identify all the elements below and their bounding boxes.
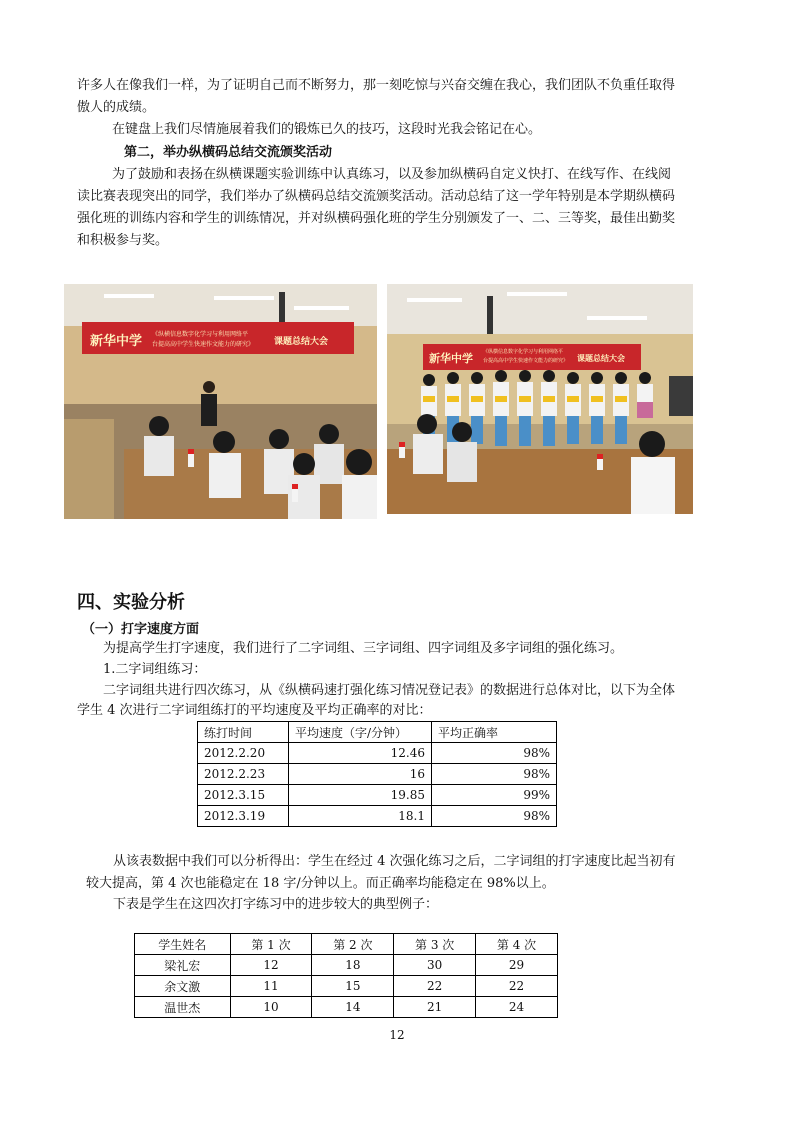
table-cell: 2012.2.20 bbox=[198, 743, 289, 764]
svg-text:新华中学: 新华中学 bbox=[90, 333, 143, 348]
table-cell: 29 bbox=[476, 955, 558, 976]
table-header-cell: 第 2 次 bbox=[312, 934, 394, 955]
svg-text:《纵横信息数字化学习与利用网络平: 《纵横信息数字化学习与利用网络平 bbox=[152, 332, 249, 338]
table-row bbox=[135, 976, 558, 997]
activity-heading: 第二，举办纵横码总结交流颁奖活动 bbox=[124, 145, 333, 160]
table-cell: 16 bbox=[289, 764, 432, 785]
page-number: 12 bbox=[389, 1028, 405, 1042]
table-cell: 2012.3.15 bbox=[198, 785, 289, 806]
section-para-2-line-2: 学生 4 次进行二字词组练打的平均速度及平均正确率的对比： bbox=[77, 703, 432, 718]
table-header-cell: 平均速度（字/分钟） bbox=[289, 722, 432, 743]
table-cell: 11 bbox=[230, 976, 312, 997]
section-title: 四、实验分析 bbox=[77, 592, 185, 613]
intro-line-3: 在键盘上我们尽情施展着我们的锻炼已久的技巧，这段时光我会铭记在心。 bbox=[112, 122, 542, 137]
table-cell: 2012.2.23 bbox=[198, 764, 289, 785]
section-para-2-line-1: 二字词组共进行四次练习，从《纵横码速打强化练习情况登记表》的数据进行总体对比，以下为全体 bbox=[103, 683, 676, 698]
activity-line-2: 读比赛表现突出的同学，我们举办了纵横码总结交流颁奖活动。活动总结了这一学年特别是本学期纵横码 bbox=[77, 189, 676, 204]
table-header-cell: 第 3 次 bbox=[394, 934, 476, 955]
svg-text:台提高高中学生快速作文能力的研究》: 台提高高中学生快速作文能力的研究》 bbox=[152, 342, 255, 348]
table-cell: 14 bbox=[312, 997, 394, 1018]
table-cell: 99% bbox=[432, 785, 557, 806]
table-cell: 余文激 bbox=[135, 976, 231, 997]
table-cell: 12.46 bbox=[289, 743, 432, 764]
table-header-row bbox=[135, 934, 558, 955]
table-row bbox=[135, 997, 558, 1018]
table-cell: 24 bbox=[476, 997, 558, 1018]
table-cell: 30 bbox=[394, 955, 476, 976]
svg-text:新华中学: 新华中学 bbox=[429, 353, 473, 365]
table-cell: 98% bbox=[432, 743, 557, 764]
activity-line-4: 和积极参与奖。 bbox=[77, 233, 169, 248]
svg-text:《纵横信息数字化学习与利用网络平: 《纵横信息数字化学习与利用网络平 bbox=[483, 349, 564, 355]
activity-line-3: 强化班的训练内容和学生的训练情况，并对纵横码强化班的学生分别颁发了一、二、三等奖，最佳出勤奖 bbox=[77, 211, 676, 226]
table-header-cell: 第 4 次 bbox=[476, 934, 558, 955]
svg-text:课题总结大会: 课题总结大会 bbox=[577, 354, 625, 363]
table-cell: 18 bbox=[312, 955, 394, 976]
analysis-line-2: 较大提高，第 4 次也能稳定在 18 字/分钟以上。而正确率均能稳定在 98%以上。 bbox=[86, 876, 555, 891]
photo-award-ceremony bbox=[387, 284, 693, 514]
section-para-1: 为提高学生打字速度，我们进行了二字词组、三字词组、四字词组及多字词组的强化练习。 bbox=[103, 641, 624, 656]
table-cell: 15 bbox=[312, 976, 394, 997]
table-row bbox=[198, 743, 557, 764]
table-cell: 22 bbox=[394, 976, 476, 997]
student-progress-table bbox=[134, 933, 558, 1018]
subsection-title: （一）打字速度方面 bbox=[82, 622, 200, 637]
table-cell: 22 bbox=[476, 976, 558, 997]
activity-line-1: 为了鼓励和表扬在纵横课题实验训练中认真练习，以及参加纵横码自定义快打、在线写作、在线阅 bbox=[112, 167, 672, 182]
table-cell: 21 bbox=[394, 997, 476, 1018]
table-cell: 19.85 bbox=[289, 785, 432, 806]
table-header-cell: 练打时间 bbox=[198, 722, 289, 743]
table-cell: 温世杰 bbox=[135, 997, 231, 1018]
table-cell: 2012.3.19 bbox=[198, 806, 289, 827]
table-header-cell: 平均正确率 bbox=[432, 722, 557, 743]
table-row bbox=[198, 806, 557, 827]
svg-text:课题总结大会: 课题总结大会 bbox=[274, 336, 329, 346]
table-header-cell: 第 1 次 bbox=[230, 934, 312, 955]
table-row bbox=[135, 955, 558, 976]
table-cell: 18.1 bbox=[289, 806, 432, 827]
table-cell: 98% bbox=[432, 764, 557, 785]
table-cell: 10 bbox=[230, 997, 312, 1018]
table-row bbox=[198, 764, 557, 785]
analysis-line-3: 下表是学生在这四次打字练习中的进步较大的典型例子： bbox=[113, 897, 439, 912]
average-speed-table bbox=[197, 721, 557, 827]
item-1-label: 1.二字词组练习： bbox=[103, 662, 207, 677]
intro-line-2: 傲人的成绩。 bbox=[77, 100, 156, 115]
table-header-cell: 学生姓名 bbox=[135, 934, 231, 955]
table-header-row bbox=[198, 722, 557, 743]
svg-text:台提高高中学生快速作文能力的研究》: 台提高高中学生快速作文能力的研究》 bbox=[483, 358, 569, 364]
intro-line-1: 许多人在像我们一样，为了证明自己而不断努力，那一刻吃惊与兴奋交缠在我心，我们团队不负重任取得 bbox=[77, 78, 676, 93]
table-cell: 12 bbox=[230, 955, 312, 976]
table-cell: 98% bbox=[432, 806, 557, 827]
photo-meeting-speaker bbox=[64, 284, 377, 519]
table-row bbox=[198, 785, 557, 806]
table-cell: 梁礼宏 bbox=[135, 955, 231, 976]
analysis-line-1: 从该表数据中我们可以分析得出：学生在经过 4 次强化练习之后，二字词组的打字速度比起当初有 bbox=[113, 854, 676, 869]
